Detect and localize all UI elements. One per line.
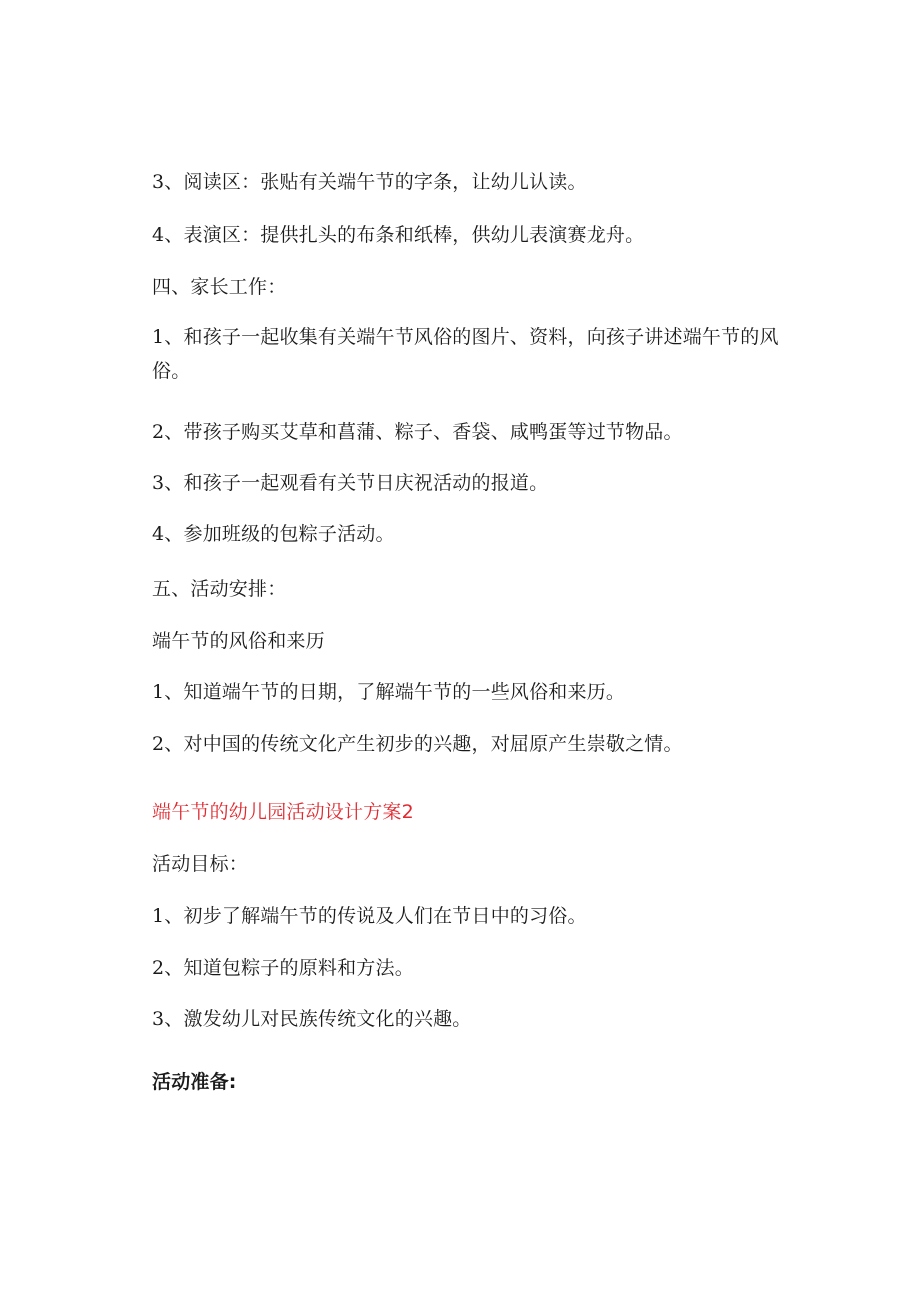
parent-work-item-4: 4、参加班级的包粽子活动。 [152, 523, 395, 545]
plan-title-2: 端午节的幼儿园活动设计方案2 [152, 801, 414, 823]
activity-goal-2: 2、对中国的传统文化产生初步的兴趣，对屈原产生崇敬之情。 [152, 733, 683, 755]
performance-area-item: 4、表演区：提供扎头的布条和纸棒，供幼儿表演赛龙舟。 [152, 224, 645, 246]
goal-item-1: 1、初步了解端午节的传说及人们在节日中的习俗。 [152, 905, 587, 927]
activity-subtitle: 端午节的风俗和来历 [152, 630, 325, 652]
section-heading-activity-preparation: 活动准备: [152, 1071, 237, 1093]
goal-item-2: 2、知道包粽子的原料和方法。 [152, 957, 414, 979]
section-heading-activity-arrangement: 五、活动安排： [152, 578, 287, 600]
goal-item-3: 3、激发幼儿对民族传统文化的兴趣。 [152, 1008, 472, 1030]
section-heading-parent-work: 四、家长工作： [152, 276, 287, 298]
activity-goal-1: 1、知道端午节的日期，了解端午节的一些风俗和来历。 [152, 681, 626, 703]
reading-area-item: 3、阅读区：张贴有关端午节的字条，让幼儿认读。 [152, 171, 587, 193]
parent-work-item-3: 3、和孩子一起观看有关节日庆祝活动的报道。 [152, 472, 549, 494]
parent-work-item-2: 2、带孩子购买艾草和菖蒲、粽子、香袋、咸鸭蛋等过节物品。 [152, 421, 683, 443]
parent-work-item-1: 1、和孩子一起收集有关端午节风俗的图片、资料，向孩子讲述端午节的风俗。 [152, 326, 779, 382]
section-heading-activity-goals: 活动目标： [152, 853, 249, 875]
